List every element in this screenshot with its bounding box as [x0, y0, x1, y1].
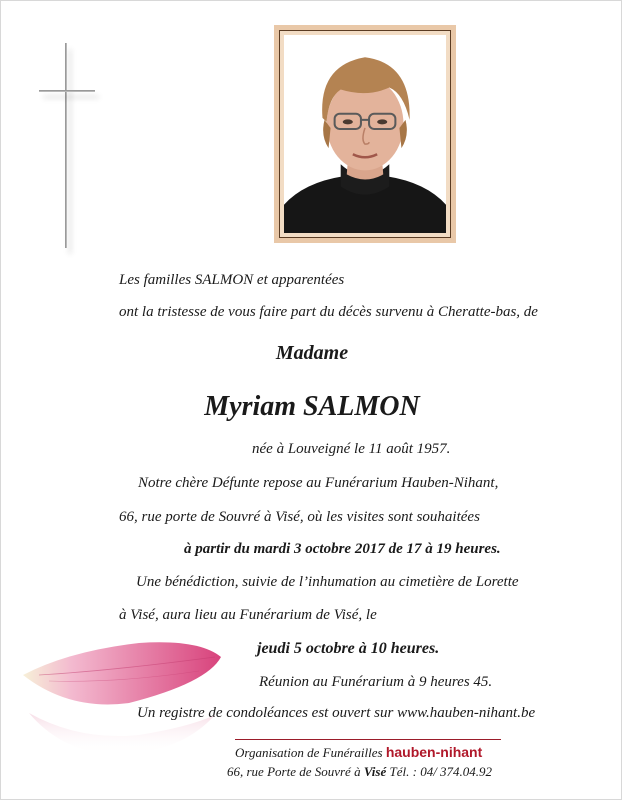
repose-line-2: 66, rue porte de Souvré à Visé, où les visites sont souhaitées — [119, 509, 480, 525]
portrait-photo — [284, 35, 446, 233]
salutation: Madame — [275, 342, 349, 364]
address-phone: Tél. : 04/ 374.04.92 — [389, 764, 493, 779]
repose-line-1: Notre chère Défunte repose au Funérarium Hauben-Nihant, — [138, 475, 499, 491]
address-prefix: 66, rue Porte de Souvré à — [227, 764, 361, 779]
visits-line: à partir du mardi 3 octobre 2017 de 17 à 19 heures. — [184, 541, 501, 557]
brand-name: hauben-nihant — [385, 744, 483, 760]
portrait-frame — [274, 25, 456, 243]
organisation-label: Organisation de Funérailles — [235, 745, 383, 760]
footer-organisation — [235, 744, 482, 761]
blessing-line-1: Une bénédiction, suivie de l’inhumation au cimetière de Lorette — [136, 574, 519, 590]
families-line: Les familles SALMON et apparentées — [119, 272, 345, 288]
footer-divider — [235, 739, 501, 740]
meeting-line: Réunion au Funérarium à 9 heures 45. — [259, 674, 493, 690]
register-line: Un registre de condoléances est ouvert sur www.hauben-nihant.be — [137, 705, 536, 721]
ceremony-date: jeudi 5 octobre à 10 heures. — [257, 640, 440, 657]
blessing-line-2: à Visé, aura lieu au Funérarium de Visé, le — [119, 607, 377, 623]
footer-address — [227, 764, 492, 780]
announcement-line: ont la tristesse de vous faire part du décès survenu à Cheratte-bas, de — [119, 304, 538, 320]
lotus-petal-icon — [19, 631, 229, 761]
address-city: Visé — [363, 764, 387, 779]
deceased-name: Myriam SALMON — [204, 391, 420, 422]
birth-line: née à Louveigné le 11 août 1957. — [252, 441, 451, 457]
